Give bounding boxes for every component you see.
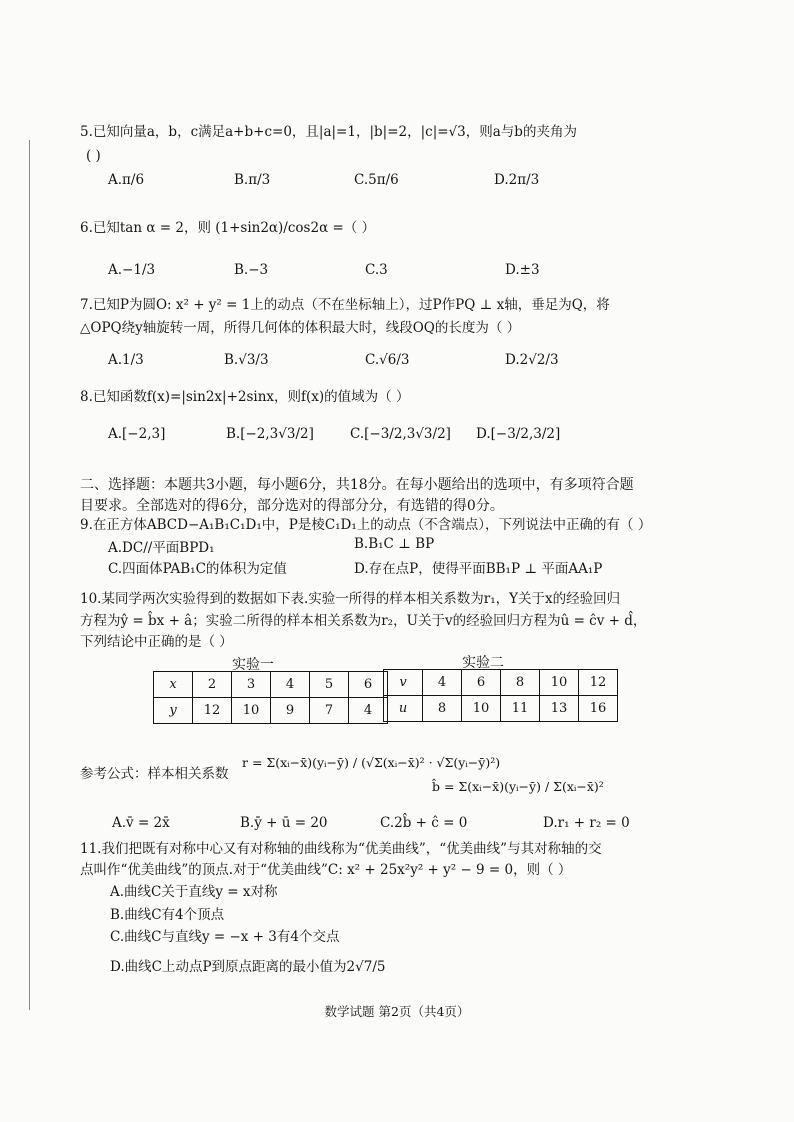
table1-cell: 4: [349, 698, 388, 724]
question-7-stem-line2: △OPQ绕y轴旋转一周，所得几何体的体积最大时，线段OQ的长度为（ ）: [80, 320, 521, 336]
table1-cell: 3: [232, 672, 271, 698]
q10-option-c: C.2b̂ + ĉ = 0: [380, 815, 468, 831]
q8-option-d: D.[−3/2,3/2]: [476, 426, 561, 442]
table2-cell: 11: [501, 696, 540, 722]
q5-option-d: D.2π/3: [494, 172, 540, 188]
q11-option-d: D.曲线C上动点P到原点距离的最小值为2√7/5: [110, 959, 386, 975]
question-11-line2: 点叫作“优美曲线”的顶点.对于“优美曲线”C: x² + 25x²y² + y² − 9 = 0，则（ ）: [80, 862, 572, 878]
q10-option-b: B.ȳ + ū = 20: [240, 815, 328, 831]
table1-header-x: x: [154, 672, 193, 698]
question-9-stem: 9.在正方体ABCD−A₁B₁C₁D₁中，P是棱C₁D₁上的动点（不含端点），下列说法中正确的有（ ）: [80, 517, 652, 533]
table1-cell: 5: [310, 672, 349, 698]
question-6-stem: 6.已知tan α = 2，则 (1+sin2α)/cos2α =（ ）: [80, 220, 376, 236]
q9-option-b: B.B₁C ⊥ BP: [354, 536, 435, 552]
q9-option-a: A.DC//平面BPD₁: [108, 540, 215, 556]
table2-cell: 4: [423, 670, 462, 696]
table1-row-y: [154, 698, 388, 724]
table1-cell: 12: [193, 698, 232, 724]
q11-option-c: C.曲线C与直线y = −x + 3有4个交点: [110, 929, 340, 945]
table2-caption: 实验二: [462, 655, 504, 671]
q6-option-a: A.−1/3: [108, 262, 156, 278]
q10-option-a: A.v̄ = 2x̄: [112, 815, 170, 831]
question-10-line1: 10.某同学两次实验得到的数据如下表.实验一所得的样本相关系数为r₁，Y关于x的经验回归: [80, 591, 621, 607]
table2-row-v: [384, 670, 618, 696]
table2-cell: 8: [501, 670, 540, 696]
question-5-paren: ( ): [86, 148, 101, 164]
table2-header-u: u: [384, 696, 423, 722]
q6-option-b: B.−3: [234, 262, 269, 278]
q5-option-c: C.5π/6: [354, 172, 399, 188]
table2-cell: 10: [462, 696, 501, 722]
page-footer: 数学试题 第2页（共4页）: [324, 1004, 470, 1019]
table2-cell: 8: [423, 696, 462, 722]
q7-option-b: B.√3/3: [224, 352, 269, 368]
q8-option-b: B.[−2,3√3/2]: [226, 426, 314, 442]
table1-cell: 6: [349, 672, 388, 698]
q5-option-b: B.π/3: [234, 172, 271, 188]
q8-option-a: A.[−2,3]: [108, 426, 166, 442]
binding-margin-line: [29, 140, 30, 1010]
table1-cell: 9: [271, 698, 310, 724]
formula-slope: b̂ = Σ(xᵢ−x̄)(yᵢ−ȳ) / Σ(xᵢ−x̄)²: [432, 779, 604, 794]
table2-row-u: [384, 696, 618, 722]
q6-option-c: C.3: [365, 262, 388, 278]
reference-formula-label: 参考公式：样本相关系数: [80, 766, 229, 782]
formula-correlation: r = Σ(xᵢ−x̄)(yᵢ−ȳ) / (√Σ(xᵢ−x̄)² · √Σ(yᵢ−ȳ)²): [242, 755, 501, 770]
q7-option-a: A.1/3: [108, 352, 144, 368]
table2-cell: 12: [579, 670, 618, 696]
table1-row-x: [154, 672, 388, 698]
table1-cell: 2: [193, 672, 232, 698]
table1-cell: 4: [271, 672, 310, 698]
q7-option-c: C.√6/3: [365, 352, 410, 368]
q11-option-b: B.曲线C有4个顶点: [110, 907, 225, 923]
q10-option-d: D.r₁ + r₂ = 0: [543, 815, 630, 831]
table2-cell: 6: [462, 670, 501, 696]
table1-cell: 10: [232, 698, 271, 724]
table1-caption: 实验一: [232, 657, 274, 673]
question-10-line3: 下列结论中正确的是（ ）: [80, 634, 233, 650]
table1-cell: 7: [310, 698, 349, 724]
q9-option-d: D.存在点P，使得平面BB₁P ⊥ 平面AA₁P: [354, 561, 603, 577]
table2-cell: 13: [540, 696, 579, 722]
section-2-heading-line1: 二、选择题：本题共3小题，每小题6分，共18分。在每小题给出的选项中，有多项符合题: [80, 477, 634, 493]
table1-header-y: y: [154, 698, 193, 724]
question-10-line2: 方程为ŷ = b̂x + â；实验二所得的样本相关系数为r₂，U关于v的经验回归方程为û = ĉv + d̂，: [80, 613, 647, 629]
question-7-stem-line1: 7.已知P为圆O: x² + y² = 1上的动点（不在坐标轴上），过P作PQ ⊥ x轴，垂足为Q，将: [80, 297, 610, 313]
question-5-stem: 5.已知向量a，b，c满足a+b+c=0，且|a|=1，|b|=2，|c|=√3，则a与b的夹角为: [80, 124, 577, 140]
question-8-stem: 8.已知函数f(x)=|sin2x|+2sinx，则f(x)的值域为（ ）: [80, 389, 410, 405]
table2-cell: 10: [540, 670, 579, 696]
section-2-heading-line2: 目要求。全部选对的得6分，部分选对的得部分分，有选错的得0分。: [80, 498, 504, 514]
q7-option-d: D.2√2/3: [505, 352, 559, 368]
q9-option-c: C.四面体PAB₁C的体积为定值: [108, 561, 287, 577]
table-experiment-1: [153, 671, 388, 724]
q5-option-a: A.π/6: [108, 172, 145, 188]
table2-cell: 16: [579, 696, 618, 722]
question-11-line1: 11.我们把既有对称中心又有对称轴的曲线称为“优美曲线”，“优美曲线”与其对称轴的交: [80, 841, 602, 857]
q11-option-a: A.曲线C关于直线y = x对称: [110, 884, 278, 900]
table-experiment-2: [383, 669, 618, 722]
q6-option-d: D.±3: [505, 262, 540, 278]
q8-option-c: C.[−3/2,3√3/2]: [350, 426, 451, 442]
table2-header-v: v: [384, 670, 423, 696]
